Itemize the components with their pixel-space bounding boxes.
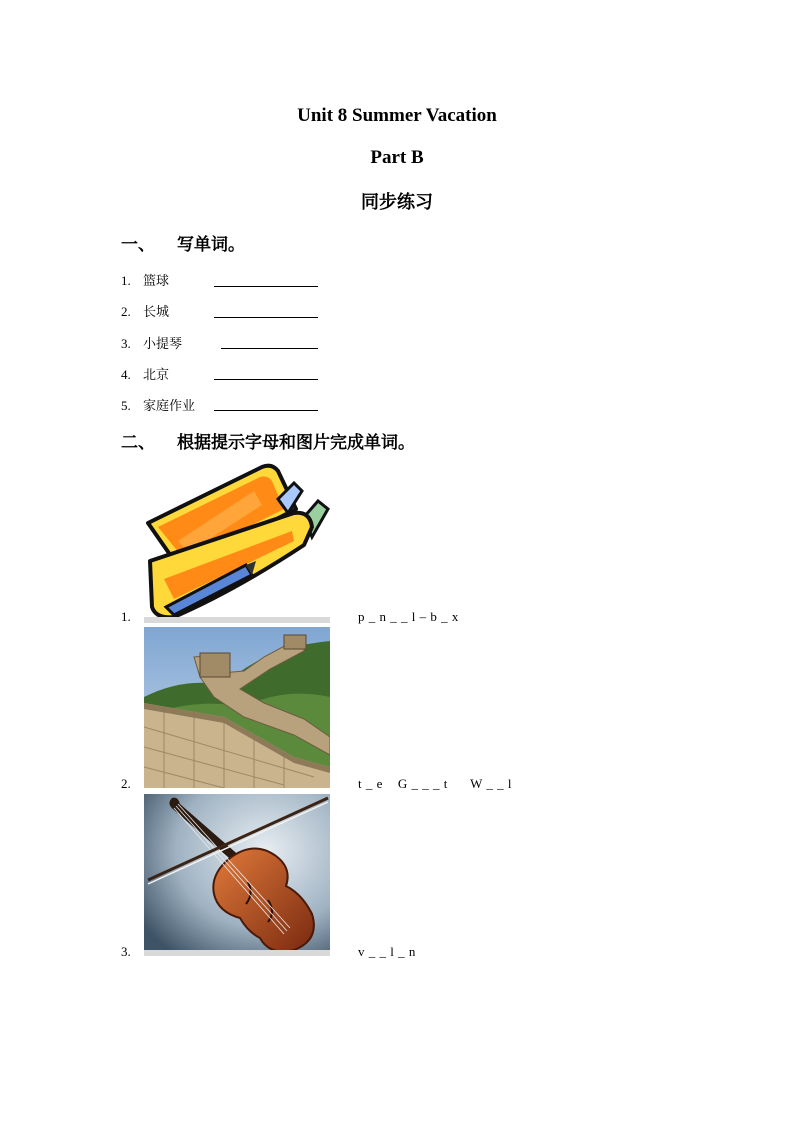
item-number: 2. [121, 776, 131, 791]
unit-title: Unit 8 Summer Vacation [297, 105, 497, 126]
section-2-number: 二、 [121, 433, 155, 453]
item-number: 3. [121, 944, 131, 959]
word-item [121, 270, 169, 289]
word-item [121, 301, 169, 320]
item-chinese: 长城 [143, 305, 170, 320]
word-item [121, 333, 182, 352]
section-2-heading [121, 428, 415, 453]
answer-blank[interactable] [214, 286, 318, 287]
part-title: Part B [370, 147, 424, 168]
item-number: 5. [121, 398, 131, 413]
item-number: 2. [121, 304, 131, 319]
spelling-hint: p _ n _ _ l – b _ x [358, 609, 459, 624]
item-number: 3. [121, 336, 131, 351]
section-2-text: 根据提示字母和图片完成单词。 [177, 433, 415, 453]
subtitle: 同步练习 [361, 192, 433, 213]
item-chinese: 家庭作业 [143, 399, 196, 414]
section-1-number: 一、 [121, 235, 155, 255]
item-number: 4. [121, 367, 131, 382]
great-wall-picture [144, 627, 330, 788]
answer-blank[interactable] [214, 317, 318, 318]
answer-blank[interactable] [214, 379, 318, 380]
word-item [121, 395, 195, 414]
answer-blank[interactable] [214, 410, 318, 411]
spelling-hint: t _ e G _ _ _ t W _ _ l [358, 776, 513, 791]
item-number: 1. [121, 273, 131, 288]
violin-picture [144, 794, 330, 956]
section-1-text: 写单词。 [177, 235, 245, 255]
item-number: 1. [121, 609, 131, 624]
spelling-hint: v _ _ l _ n [358, 944, 416, 959]
answer-blank[interactable] [221, 348, 318, 349]
item-chinese: 小提琴 [143, 337, 183, 352]
item-chinese: 北京 [143, 368, 170, 383]
pencil-box-picture [144, 461, 330, 623]
word-item [121, 364, 169, 383]
item-chinese: 篮球 [143, 274, 170, 289]
section-1-heading [121, 230, 245, 255]
